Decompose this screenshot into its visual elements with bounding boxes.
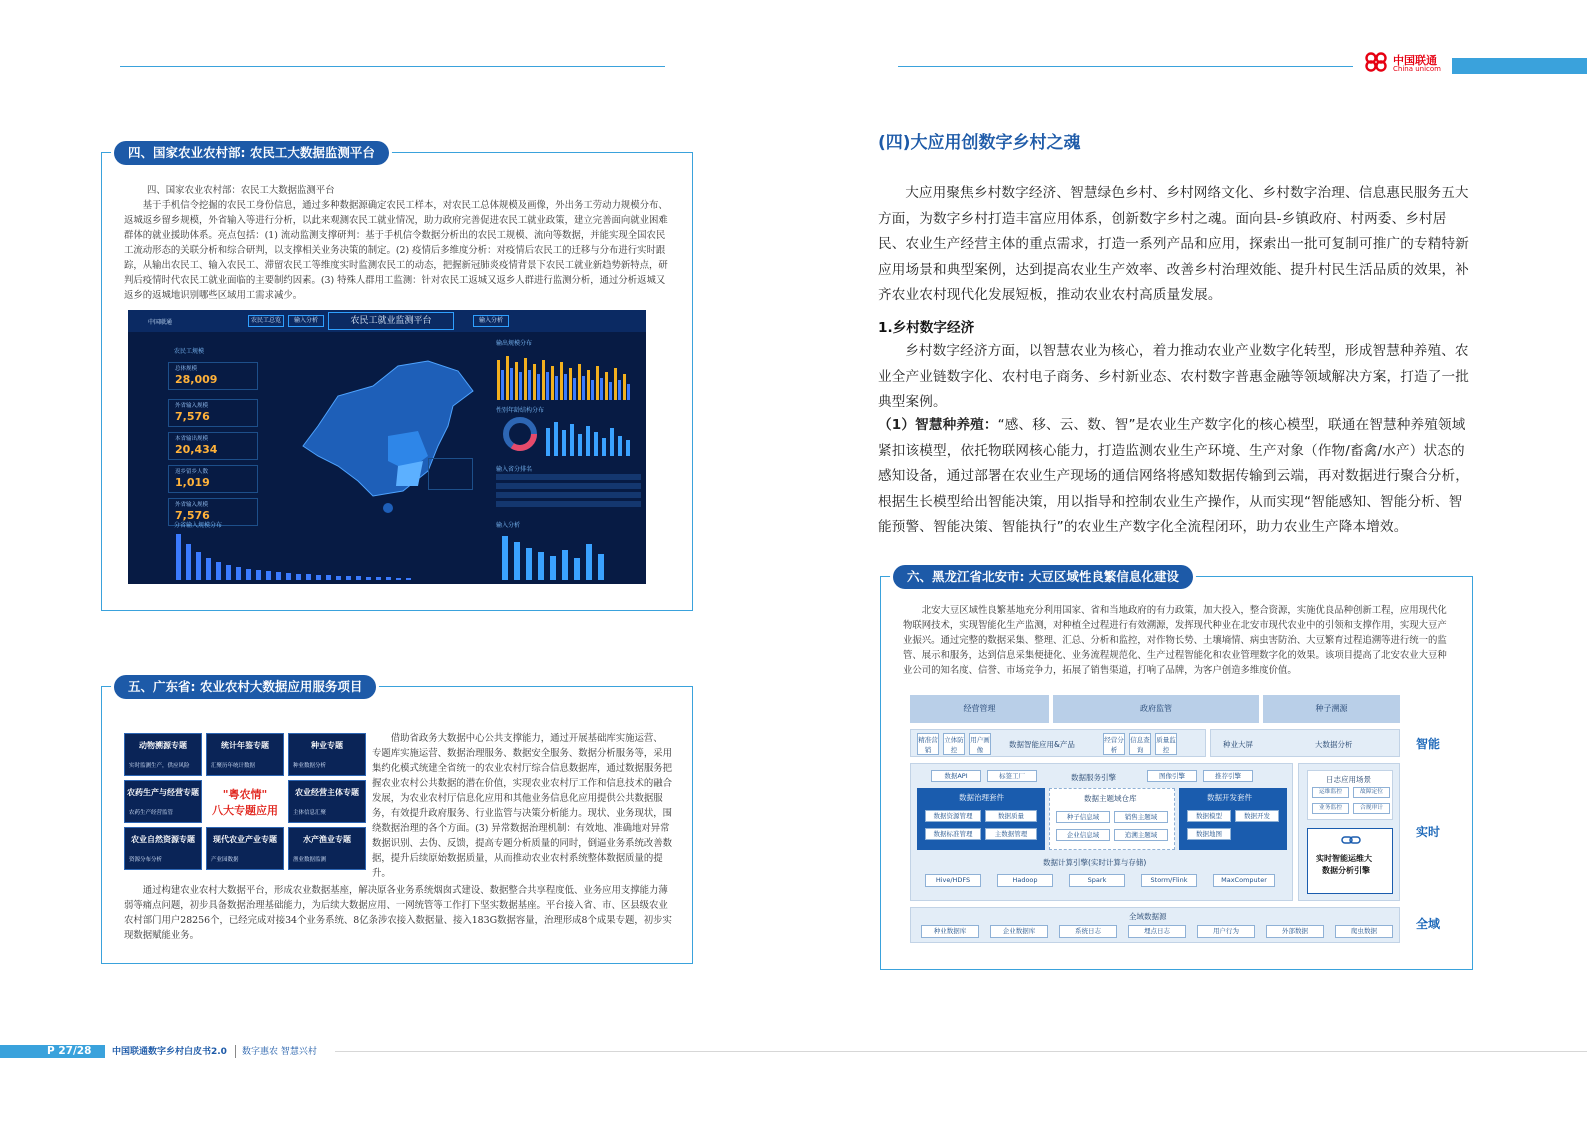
governance-suite: 数据治理套件 数据资源管理 数据质量 数据标准管理 主数据管理 <box>917 788 1045 850</box>
dashboard-tab-input-1[interactable]: 输入分析 <box>288 315 324 327</box>
case-box-guangdong <box>101 679 693 964</box>
paragraph-body: “感、移、云、数、智”是农业生产数字化的核心模型，联通在智慧种养殖领域紧扣该模型，依托物联网核心能力，打造监测农业生产环境、生产对象（作物/畜禽/水产）状态的感知设备，通过部署在农业生产现场的通信网络将感知数据传输到云端，再对数据进行聚合分析，根据生长模型给出智能决策，用以指导和控制农业生产操作，从而实现“智能感知、智能分析、智能预警、智能决策、智能执行”的农业生产数字化全流程闭环，助力农业生产降本增效。 <box>878 417 1469 535</box>
realtime-engine: 实时智能运维大 数据分析引擎 <box>1307 828 1393 894</box>
footer-title: 中国联通数字乡村白皮书2.0 <box>112 1047 227 1057</box>
layer-label: 实时 <box>1416 825 1441 839</box>
arch-log-panel <box>1298 763 1400 901</box>
topic-tile: 种业专题 种业数据分析 <box>288 733 366 776</box>
topic-center <box>206 780 284 823</box>
topic-tile: 动物溯源专题 实时监测生产，供应风险 <box>124 733 202 776</box>
dashboard-brand: 中国联通 <box>148 319 173 326</box>
section-title: (四)大应用创数字乡村之魂 <box>878 133 1081 153</box>
footer-slogan: 数字惠农 智慧兴村 <box>242 1047 317 1057</box>
log-scenario: 日志应用场景 运维监控 故障定位 业务监控 合规审计 <box>1307 770 1393 820</box>
stat-card: 返乡留乡人数 1,019 <box>168 465 258 493</box>
link-icon <box>1341 835 1361 845</box>
topic-tile: 现代农业产业专题 产业园数据 <box>206 827 284 870</box>
paragraph: 乡村数字经济方面，以智慧农业为核心，着力推动农业产业数字化转型，形成智慧种养殖、农业全产业链数字化、农村电子商务、乡村新业态、农村数字普惠金融等领域解决方案，打造了一批典型案例。 <box>878 343 1469 410</box>
header-accent-bar <box>1452 58 1587 74</box>
footer-rule <box>335 1051 1587 1052</box>
panel-title: 输入分析 <box>496 522 521 529</box>
topic-tile: 农业自然资源专题 资源分布分析 <box>124 827 202 870</box>
case-title: 六、黑龙江省北安市: 大豆区域性良繁信息化建设 <box>893 565 1193 589</box>
logo <box>1362 50 1452 76</box>
center-title: "粤农情" <box>222 788 268 801</box>
topic-tile: 农药生产与经营专题 农药生产经营监管 <box>124 780 202 823</box>
case-side-text: 借助省政务大数据中心公共支撑能力，通过开展基础库实施运营、专题库实施运营、数据治理服务、数据安全服务、数据分析服务等，采用集约化模式统建全省统一的农业农村厅综合信息数据库，通过数据服务把握农业农村公共数据的潜在价值，实现农业农村厅工作和信息技术的融合发展，为农业农村厅信息化应用和其他业务信息化应用提供公共数据服务，有效提升政府服务、行业监管与决策分析能力。现状、业务现状，围绕数据治理的各个方面。(3) 异常数据治理机制：有效地、准确地对异常数据识别、去伪、反馈，提高专题分析质量的同时，倒逼业务系统改善数据，提升后续原始数据质量，从而推动农业农村系统整体数据质量的提升。 <box>372 733 673 879</box>
map-legend <box>428 458 473 490</box>
case-body: 北安大豆区域性良繁基地充分利用国家、省和当地政府的有力政策，加大投入，整合资源，实施优良品种创新工程，应用现代化物联网技术，实现智能化生产监测，对种植全过程进行有效溯源，发挥现代种业在北安市现代农业中的引领和支撑作用，实现大豆产业振兴。通过完整的数据采集、整理、汇总、分析和监控，对作物长势、土壤墒情、病虫害防治、大豆繁育过程追溯等进行统一的监管、展示和服务，达到信息采集便捷化、业务流程规范化、生产过程智能化和农业管理数字化的效果。该项目提高了北安农业大豆种业公司的知名度、信誉、市场竞争力，拓展了销售渠道，打响了品牌，为客户创造多维度价值。 <box>903 605 1447 676</box>
arch-top-block: 经营管理 <box>910 695 1049 723</box>
china-map <box>278 346 488 516</box>
panel-title: 性别年龄结构分布 <box>496 407 545 414</box>
donut-chart-gender <box>500 414 540 454</box>
arch-top-block: 政府监管 <box>1053 695 1259 723</box>
stat-card: 总体规模 28,009 <box>168 362 258 390</box>
panel-title: 输出规模分布 <box>496 340 533 347</box>
footer-divider <box>235 1045 236 1058</box>
case-title: 四、国家农业农村部: 农民工大数据监测平台 <box>114 141 389 165</box>
theme-warehouse: 数据主题域仓库 种子信息域 销售主题域 企业信息域 追溯主题域 <box>1049 788 1175 850</box>
architecture-diagram <box>910 695 1460 963</box>
dashboard-tab-input-2[interactable]: 输入分析 <box>473 315 509 327</box>
compute-label: 数据计算引擎(实时计算与存储) <box>1043 858 1147 867</box>
case-box-farmer-monitoring <box>101 145 693 611</box>
dashboard-tab-overview[interactable]: 农民工总览 <box>248 315 284 327</box>
dashboard-screenshot <box>128 310 646 584</box>
bar-chart-age <box>542 414 642 456</box>
bar-chart-province <box>168 530 468 580</box>
topic-tile: 水产渔业专题 渔业数据监测 <box>288 827 366 870</box>
panel-title: 输入省分排名 <box>496 466 533 473</box>
panel-title: 分省输入规模分布 <box>174 522 223 529</box>
page-number: P 27/28 <box>47 1045 92 1057</box>
topic-tile: 统计年鉴专题 汇聚历年统计数据 <box>206 733 284 776</box>
case-bottom-text: 通过构建农业农村大数据平台，形成农业数据基座，解决原各业务系统烟囱式建设、数据整合共享程度低、业务应用支撑能力薄弱等痛点问题，初步具备数据治理基础能力，为后续大数据应用、一网统管等工作打下坚实数据基座。平台接入省、市、区县级农业农村部门用户28256个，已经完成对接34个业务系统、8亿条涉农接入数据量、接入183G数据容量，治理形成8个成果专题，初步实现数据赋能业务。 <box>124 885 672 941</box>
stat-card: 外省输入规模 7,576 <box>168 498 258 526</box>
stat-card: 外省输入规模 7,576 <box>168 399 258 427</box>
dashboard-title: 农民工就业监测平台 <box>328 312 454 330</box>
arch-source-layer: 全域数据源 种业数据库 企业数据库 系统日志 埋点日志 用户行为 外部数据 爬虫数据 <box>910 907 1400 943</box>
bar-chart-input <box>496 530 641 580</box>
unicom-knot-icon <box>1362 50 1390 74</box>
arch-top-block: 种子溯源 <box>1263 695 1400 723</box>
layer-label: 智能 <box>1416 737 1441 751</box>
logo-text-en: China unicom <box>1393 65 1441 73</box>
paragraph <box>878 413 1473 541</box>
stat-card: 本省输出规模 20,434 <box>168 432 258 460</box>
top-rule-left <box>120 66 665 67</box>
center-subtitle: 八大专题应用 <box>212 804 278 817</box>
arch-app-row-right: 种业大屏 大数据分析 <box>1210 729 1400 757</box>
case-subtitle: 四、国家农业农村部：农民工大数据监测平台 <box>147 185 335 196</box>
intro-paragraph: 大应用聚焦乡村数字经济、智慧绿色乡村、乡村网络文化、乡村数字治理、信息惠民服务五大方面，为数字乡村打造丰富应用体系，创新数字乡村之魂。面向县-乡镇政府、村两委、乡村居民、农业生产经营主体的重点需求，打造一系列产品和应用，探索出一批可复制可推广的专精特新应用场景和典型案例，达到提高农业生产效率、改善乡村治理效能、提升村民生活品质的效果，补齐农业农村现代化发展短板，推动农业农村高质量发展。 <box>878 185 1469 303</box>
paragraph-lead: （1）智慧种养殖： <box>878 417 998 433</box>
case-title: 五、广东省: 农业农村大数据应用服务项目 <box>114 675 376 699</box>
top-rule-right <box>898 66 1353 67</box>
case-box-beian-soybean <box>880 569 1473 970</box>
stat-panel-label: 农民工规模 <box>174 348 205 355</box>
topic-grid <box>124 733 368 873</box>
dev-suite: 数据开发套件 数据模型 数据开发 数据地图 <box>1179 788 1287 850</box>
bar-chart-output <box>492 350 642 400</box>
topic-tile: 农业经营主体专题 主体信息汇聚 <box>288 780 366 823</box>
ranking-table <box>496 474 641 516</box>
layer-label: 全域 <box>1416 917 1441 931</box>
logo-text-cn: 中国联通 <box>1393 54 1437 67</box>
arch-app-row-left: 精准营销 立体防控 用户画像 数据智能应用&产品 经营分析 信息查询 质量监控 <box>910 729 1206 757</box>
arch-middle-layer: 数据API 标签工厂 数据服务引擎 图像引擎 推荐引擎 数据治理套件 数据资源管理 数据质量 数据标准管理 主数据管理 数据主题域仓库 种子信息域 销售主题域 企业信息域 追溯主题域 数据开发套件 数据模型 数据开发 数据地图 数据计算引擎(实时计算与存储) Hive/HDFS Hadoop Spark Storm/Flink MaxComputer <box>910 763 1293 901</box>
case-body: 基于手机信令挖掘的农民工身份信息，通过多种数据源确定农民工样本，对农民工总体规模及画像，外出务工劳动力规模分布、返城返乡留乡规模，外省输入等进行分析，以此来观测农民工就业情况，助力政府完善促进农民工就业政策，建立完善面向就业困难群体的就业援助体系。亮点包括：(1) 流动监测支撑研判：基于手机信令数据分析出的农民工规模、流向等数据，并能实现全国农民工流动形态的关联分析和综合研判，以支撑相关业务决策的制定。(2) 疫情后多维度分析：对疫情后农民工的迁移与分布进行实时跟踪，从输出农民工、输入农民工、滞留农民工等维度实时监测农民工的动态，把握新冠肺炎疫情背景下农民工就业新趋势新特点，研判后疫情时代农民工就业面临的主要制约因素。(3) 特殊人群用工监测：针对农民工返城又返乡人群进行监测分析，通过分析返城又返乡的返城地识别哪些区域用工需求减少。 <box>124 200 668 301</box>
subsection-heading: 1.乡村数字经济 <box>878 320 975 336</box>
